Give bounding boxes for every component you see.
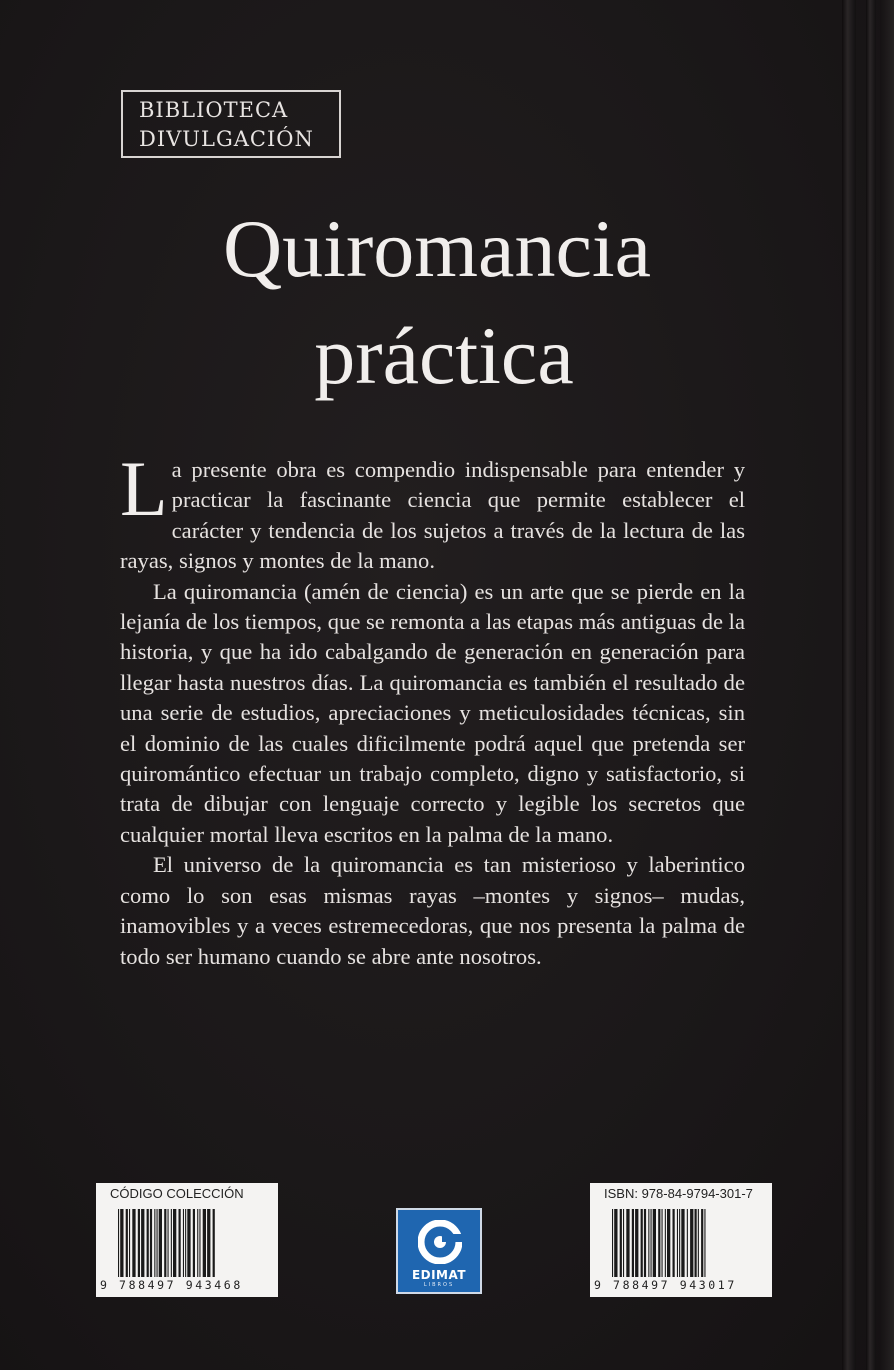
barcode-icon <box>610 1209 760 1277</box>
publisher-name: EDIMAT <box>411 1268 467 1282</box>
book-title-line-2: práctica <box>314 310 574 401</box>
collection-barcode-label: CÓDIGO COLECCIÓN <box>110 1186 244 1201</box>
publisher-logo <box>396 1208 482 1294</box>
series-line-2: DIVULGACIÓN <box>139 127 314 151</box>
description-paragraph-2: La quiromancia (amén de ciencia) es un arte que se pierde en la lejanía de los tiempos, que se remonta a las etapas más antiguas de la historia, y que ha ido cabalgando de generación en generación para llegar hasta nuestros días. La quiromancia es también el resultado de una serie de estudios, apreciaciones y meticulosidades técnicas, sin el dominio de las cuales dificilmente podrá aquel que pretenda ser quiromántico efectuar un trabajo completo, digno y satisfactorio, si trata de dibujar con lenguaje correcto y legible los secretos que cualquier mortal lleva escritos en la palma de la mano. <box>120 578 745 847</box>
collection-barcode-digits: 9 788497 943468 <box>100 1278 243 1292</box>
publisher-sub: LIBROS <box>423 1282 455 1288</box>
drop-cap: L <box>120 445 168 532</box>
description-paragraph-3: El universo de la quiromancia es tan misterioso y laberintico como lo son esas mismas rayas –montes y signos– mudas, inamovibles y a veces estremecedoras, que nos presenta la palma de todo ser humano cuando se abre ante nosotros. <box>120 852 745 969</box>
paragraph-1-text: a presente obra es compendio indispensable para entender y practicar la fascinante ciencia que permite establecer el carácter y tendencia de los sujetos a través de la lectura de las rayas, signos y montes de la mano. <box>120 457 745 574</box>
isbn-barcode <box>590 1183 772 1297</box>
isbn-barcode-digits: 9 788497 943017 <box>594 1278 737 1292</box>
series-line-1: BIBLIOTECA <box>139 98 289 122</box>
collection-barcode <box>96 1183 278 1297</box>
isbn-label: ISBN: 978-84-9794-301-7 <box>604 1186 753 1201</box>
barcode-icon <box>116 1209 266 1277</box>
spine-edge <box>866 0 876 1370</box>
spine-edge <box>880 0 894 1370</box>
spine-edge <box>842 0 856 1370</box>
description-paragraph-1 <box>120 445 745 577</box>
publisher-logo-icon <box>418 1220 462 1264</box>
book-title-line-1: Quiromancia <box>222 203 652 294</box>
series-label-box <box>121 90 341 158</box>
book-description <box>120 445 745 972</box>
